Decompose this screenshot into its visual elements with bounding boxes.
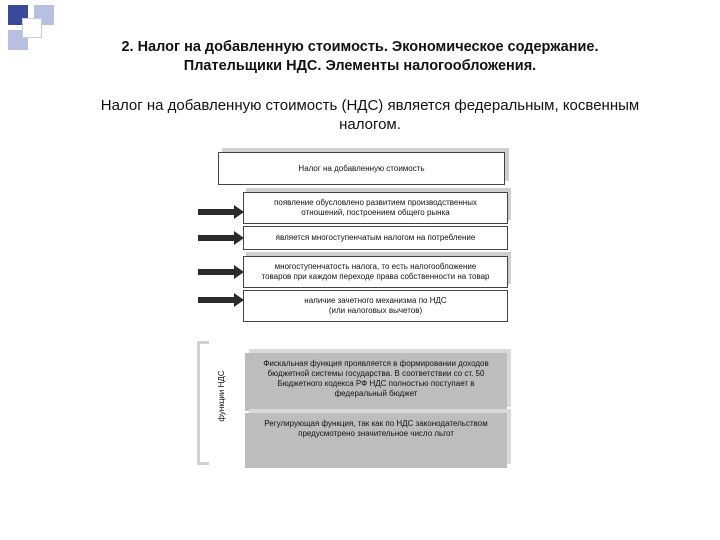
intro-text — [70, 96, 670, 134]
title-line-2: Плательщики НДС. Элементы налогообложения. — [183, 58, 537, 74]
feature-text-line: (или налоговых вычетов) — [328, 306, 423, 315]
feature-box-origin — [243, 192, 508, 224]
fiscal-function-box — [245, 353, 507, 411]
page-title — [80, 38, 640, 76]
arrow-right-icon — [198, 297, 244, 303]
feature-box-multistage-consumption — [243, 226, 508, 250]
function-text-line: Бюджетного кодекса РФ НДС полностью поступает в — [277, 379, 475, 388]
feature-text-line: наличие зачетного механизма по НДС — [304, 296, 447, 305]
functions-label: функции НДС — [217, 370, 226, 422]
feature-box-offset-mechanism — [243, 290, 508, 322]
arrow-right-icon — [198, 209, 244, 215]
vat-heading-box — [218, 152, 505, 185]
function-text-line: бюджетной системы государства. В соответствии со ст. 50 — [267, 369, 485, 378]
arrow-right-icon — [198, 235, 244, 241]
arrow-right-icon — [198, 269, 244, 275]
feature-text-line: появление обусловлено развитием производственных — [274, 198, 477, 207]
function-text-line: предусмотрено значительное число льгот — [298, 429, 454, 438]
feature-text-line: многоступенчатость налога, то есть налогообложение — [274, 262, 477, 271]
feature-text-line: отношений, построением общего рынка — [301, 208, 450, 217]
intro-line-1: Налог на добавленную стоимость (НДС) является федеральным, косвенным — [100, 97, 640, 114]
function-text-line: федеральный бюджет — [334, 389, 418, 398]
regulating-function-box — [245, 413, 507, 468]
functions-bracket — [197, 341, 209, 465]
function-text-line: Фискальная функция проявляется в формировании доходов — [263, 359, 489, 368]
feature-text-line: товаров при каждом переходе права собственности на товар — [261, 272, 490, 281]
feature-text-line: является многоступенчатым налогом на потребление — [275, 233, 476, 242]
title-line-1: 2. Налог на добавленную стоимость. Экономическое содержание. — [121, 39, 599, 55]
vat-heading-text: Налог на добавленную стоимость — [298, 163, 425, 173]
intro-line-2: налогом. — [339, 116, 401, 133]
function-text-line: Регулирующая функция, так как по НДС законодательством — [264, 419, 488, 428]
feature-box-multistage-taxation — [243, 256, 508, 288]
